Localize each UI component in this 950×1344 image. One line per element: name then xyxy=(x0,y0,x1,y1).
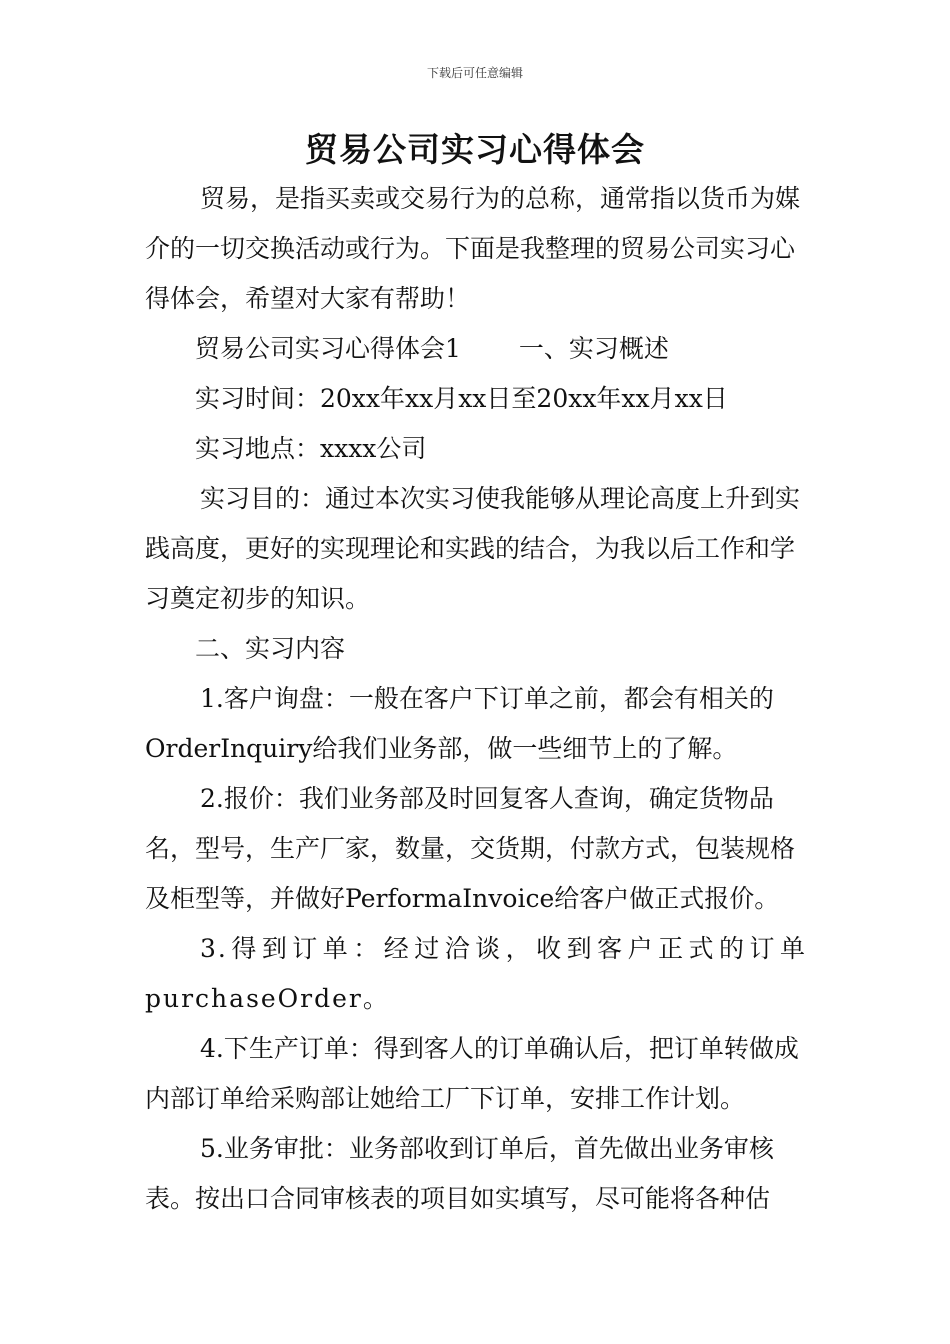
item2-paragraph: 2.报价：我们业务部及时回复客人查询，确定货物品名，型号，生产厂家，数量，交货期，付款方式，包装规格及柜型等，并做好PerformaInvoice给客户做正式报价。 xyxy=(145,784,796,913)
header-note: 下载后可任意编辑 xyxy=(426,66,523,80)
item5-paragraph: 5.业务审批：业务部收到订单后，首先做出业务审核表。按出口合同审核表的项目如实填写，尽可能将各种估 xyxy=(145,1134,774,1213)
document-body xyxy=(145,174,807,1224)
purpose-paragraph: 实习目的：通过本次实习使我能够从理论高度上升到实践高度，更好的实现理论和实践的结合，为我以后工作和学习奠定初步的知识。 xyxy=(145,484,801,613)
overview-heading: 一、实习概述 xyxy=(518,334,669,363)
section1-title: 贸易公司实习心得体会1 xyxy=(195,334,461,363)
time-paragraph: 实习时间：20xx年xx月xx日至20xx年xx月xx日 xyxy=(195,384,728,413)
document-title: 贸易公司实习心得体会 xyxy=(305,130,645,169)
item3-paragraph: 3.得到订单：经过洽谈，收到客户正式的订单purchaseOrder。 xyxy=(145,934,807,1013)
content-heading: 二、实习内容 xyxy=(195,634,346,663)
item4-paragraph: 4.下生产订单：得到客人的订单确认后，把订单转做成内部订单给采购部让她给工厂下订单，安排工作计划。 xyxy=(145,1034,799,1113)
item1-paragraph: 1.客户询盘：一般在客户下订单之前，都会有相关的OrderInquiry给我们业务部，做一些细节上的了解。 xyxy=(145,684,774,763)
intro-paragraph: 贸易，是指买卖或交易行为的总称，通常指以货币为媒介的一切交换活动或行为。下面是我整理的贸易公司实习心得体会，希望对大家有帮助！ xyxy=(145,184,801,313)
place-paragraph: 实习地点：xxxx公司 xyxy=(195,434,427,463)
section1-line xyxy=(145,324,807,374)
